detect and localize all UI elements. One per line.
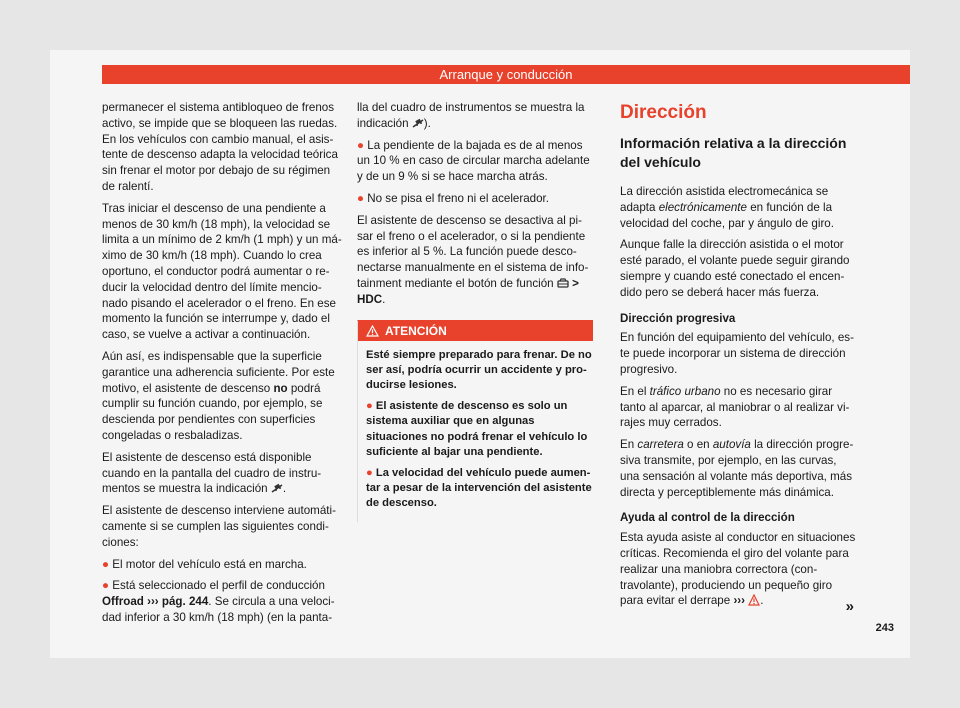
paragraph: El asistente de descenso interviene automáticamente si se cumplen las siguientes condiciones: [102, 504, 336, 549]
subsection-title: Información relativa a la dirección del vehículo [620, 135, 847, 170]
page-number: 243 [875, 622, 894, 634]
paragraph: Tras iniciar el descenso de una pendiente a menos de 30 km/h (18 mph), la velocidad se limita a un mínimo de 2 km/h (1 mph) y un máximo de 30 km/h (18 mph). Cuando lo crea oportuno, el conductor podrá aumentar o reducir la velocidad dentro del límite mencionado pisando el acelerador o el freno. En ese momento la función se interrumpe y, dado el caso, se vuelve a activar a continuación. [102, 201, 342, 342]
bullet-icon: ● [366, 466, 373, 479]
warning-header [358, 321, 593, 341]
paragraph: Esté siempre preparado para frenar. De no ser así, podría ocurrir un accidente y producirse lesiones. [366, 348, 592, 391]
paragraph: En el tráfico urbano no es necesario girar tanto al aparcar, al maniobrar o al realizar virajes muy cerrados. [620, 384, 850, 430]
list-item: ● No se pisa el freno ni el acelerador. [357, 191, 549, 205]
bullet-icon: ● [366, 400, 373, 413]
warning-title: ATENCIÓN [385, 323, 447, 338]
paragraph: El asistente de descenso se desactiva al pisar el freno o el acelerador, o si la pendiente es inferior al 5 %. La función puede desconectarse manualmente en el sistema de infotainment mediante el botón de función > HDC. [357, 213, 589, 306]
warning-icon [366, 325, 379, 337]
paragraph: El asistente de descenso está disponible cuando en la pantalla del cuadro de instrumentos se muestra la indicación . [102, 450, 322, 496]
list-item: ● La pendiente de la bajada es de al menos un 10 % en caso de circular marcha adelante y de un 9 % si se hace marcha atrás. [357, 138, 590, 184]
warning-box [357, 320, 593, 522]
heading: Dirección progresiva [620, 311, 736, 325]
heading: Ayuda al control de la dirección [620, 511, 795, 525]
hill-descent-icon [271, 482, 283, 494]
warning-body [358, 341, 593, 522]
column-1 [102, 100, 342, 632]
list-item: ● La velocidad del vehículo puede aumentar a pesar de la intervención del asistente de descenso. [366, 466, 592, 510]
bullet-icon: ● [102, 579, 110, 593]
car-icon [557, 277, 569, 289]
column-2 [357, 100, 593, 522]
paragraph: En función del equipamiento del vehículo, este puede incorporar un sistema de dirección progresivo. [620, 331, 854, 376]
paragraph: Aún así, es indispensable que la superficie garantice una adherencia suficiente. Por este motivo, el asistente de descenso no podrá cumplir su función cuando, por ejemplo, se descienda por pendientes con superficies congeladas o resbaladizas. [102, 349, 335, 442]
bullet-icon: ● [357, 191, 365, 205]
section-title: Dirección [620, 102, 707, 123]
hill-descent-icon [412, 117, 424, 129]
paragraph: lla del cuadro de instrumentos se muestra la indicación ). [357, 101, 585, 130]
paragraph: En carretera o en autovía la dirección progresiva transmite, por ejemplo, en las curvas, una sensación al volante más deportiva, más directa y perceptiblemente más dinámica. [620, 438, 854, 499]
paragraph: Esta ayuda asiste al conductor en situaciones críticas. Recomienda el giro del volante para realizar una maniobra correctora (contravolante), produciendo un pequeño giro para evitar el derrape ››› . [620, 531, 856, 608]
paragraph: permanecer el sistema antibloqueo de frenos activo, se impide que se bloqueen las ruedas. En los vehículos con cambio manual, el asistente de descenso adapta la velocidad teórica sin frenar el motor por debajo de su régimen de ralentí. [102, 101, 338, 193]
warning-icon [748, 594, 760, 606]
manual-page [50, 50, 910, 658]
bullet-icon: ● [357, 138, 365, 152]
section-header: Arranque y conducción [102, 65, 910, 84]
list-item: ● Está seleccionado el perfil de conducción Offroad ››› pág. 244. Se circula a una velocidad inferior a 30 km/h (18 mph) (en la panta- [102, 579, 335, 624]
paragraph: La dirección asistida electromecánica se adapta electrónicamente en función de la velocidad del coche, par y ángulo de giro. [620, 185, 834, 230]
continue-marker: » [845, 598, 854, 615]
column-3 [620, 100, 858, 615]
list-item: ● El motor del vehículo está en marcha. [102, 557, 307, 571]
paragraph: Aunque falle la dirección asistida o el motor esté parado, el volante puede seguir girando siempre y cuando esté conectado el encendido pero se deberá hacer más fuerza. [620, 238, 850, 299]
list-item: ● El asistente de descenso es solo un sistema auxiliar que en algunas situaciones no podrá frenar el vehículo lo suficiente al bajar una pendiente. [366, 400, 588, 458]
bullet-icon: ● [102, 557, 110, 571]
